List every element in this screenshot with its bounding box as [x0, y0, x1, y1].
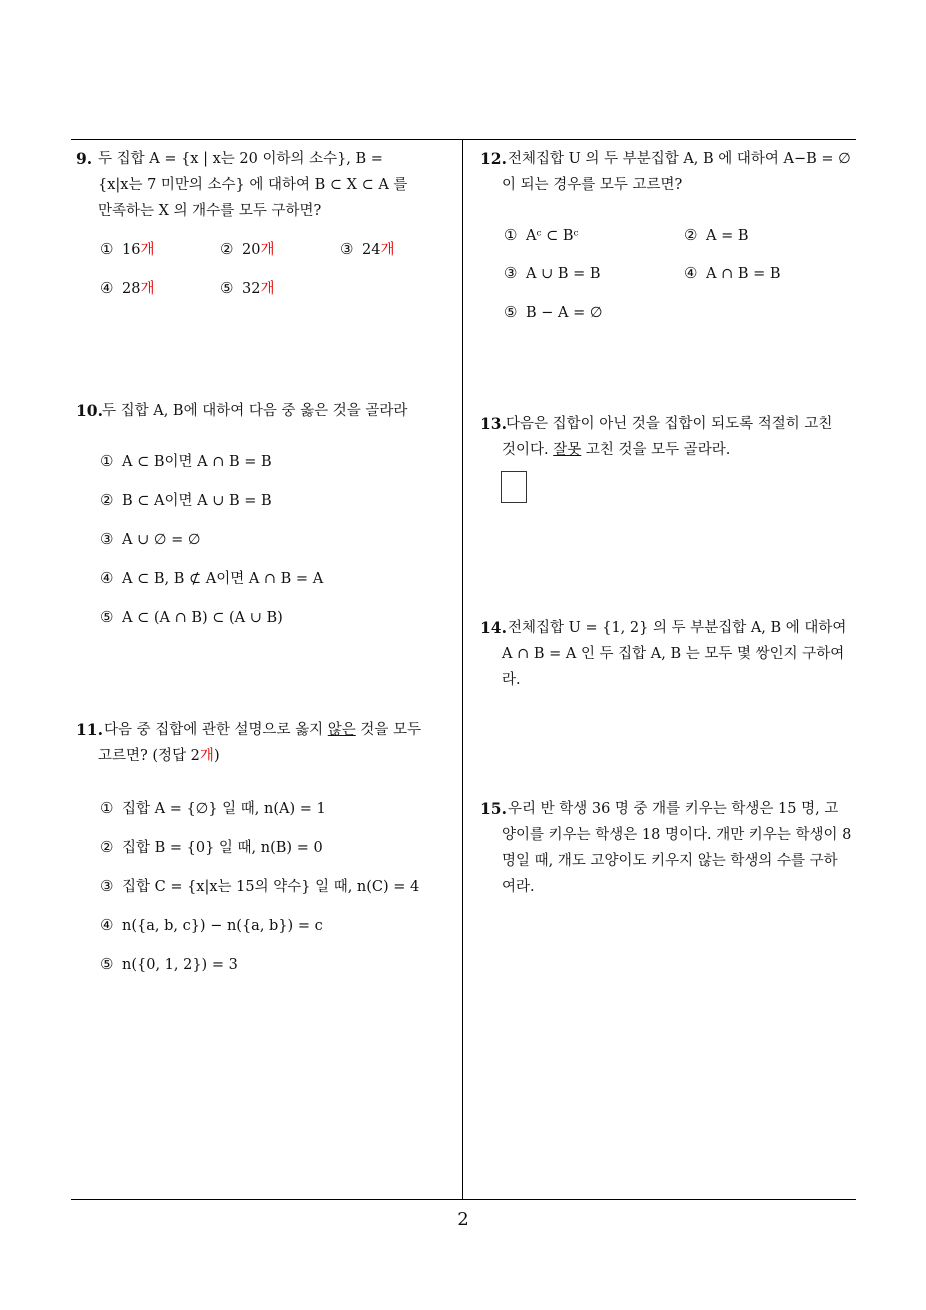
option-value: 20 — [242, 242, 261, 258]
option-2[interactable] — [100, 834, 323, 861]
question-text-line: 명일 때, 개도 고양이도 키우지 않는 학생의 수를 구하 — [502, 853, 838, 869]
option-marker: ③ — [340, 240, 354, 258]
question-text: 다음 중 집합에 관한 설명으로 옳지 — [104, 722, 328, 738]
option-value: 16 — [122, 242, 141, 258]
option-unit: 개 — [140, 281, 155, 297]
question-text-line — [98, 743, 456, 769]
question-text-line: 이 되는 경우를 모두 고르면? — [502, 177, 683, 193]
option-marker: ⑤ — [100, 608, 114, 626]
question-number: 9. — [76, 149, 93, 168]
option-text: A ⊂ (A ∩ B) ⊂ (A ∪ B) — [122, 610, 283, 626]
option-text: A ∪ B = B — [526, 266, 601, 282]
question-number: 12. — [480, 149, 507, 168]
question-text-line: 양이를 키우는 학생은 18 명이다. 개만 키우는 학생이 8 — [502, 827, 852, 843]
option-value: 24 — [362, 242, 381, 258]
question-text-line — [502, 437, 860, 463]
option-3[interactable] — [100, 873, 419, 900]
option-2[interactable] — [100, 487, 272, 514]
question-10 — [76, 398, 456, 636]
option-text: A ⊂ B이면 A ∩ B = B — [122, 454, 272, 470]
option-marker: ② — [100, 838, 114, 856]
option-text: A = B — [706, 228, 749, 244]
question-text-line — [98, 717, 456, 743]
option-4[interactable] — [100, 275, 154, 302]
option-4[interactable] — [100, 565, 323, 592]
question-14 — [480, 615, 860, 693]
underlined-word: 않은 — [327, 722, 356, 738]
option-unit: 개 — [380, 242, 395, 258]
question-text-line: {x|x는 7 미만의 소수} 에 대하여 B ⊂ X ⊂ A 를 — [98, 177, 408, 193]
option-1[interactable] — [100, 795, 326, 822]
option-text: A ∩ B = B — [706, 266, 781, 282]
question-text-line: 라. — [502, 672, 521, 688]
option-marker: ① — [100, 799, 114, 817]
option-4[interactable] — [684, 260, 781, 287]
question-text: 고르면? (정답 2 — [98, 748, 200, 764]
question-text-line: A ∩ B = A 인 두 집합 A, B 는 모두 몇 쌍인지 구하여 — [502, 646, 845, 662]
question-text-line: 두 집합 A, B에 대하여 다음 중 옳은 것을 골라라 — [102, 403, 408, 419]
question-number: 13. — [480, 414, 507, 433]
option-marker: ① — [100, 452, 114, 470]
option-5[interactable] — [100, 604, 283, 631]
question-text-line: 두 집합 A = {x | x는 20 이하의 소수}, B = — [98, 151, 383, 167]
option-2[interactable] — [220, 236, 274, 263]
option-value: 32 — [242, 281, 261, 297]
option-marker: ⑤ — [100, 955, 114, 973]
highlighted-word: 개 — [199, 748, 214, 764]
option-marker: ⑤ — [504, 303, 518, 321]
option-marker: ① — [100, 240, 114, 258]
question-text-line: 여라. — [502, 879, 535, 895]
question-text-line: 전체집합 U 의 두 부분집합 A, B 에 대하여 A−B = ∅ — [508, 151, 851, 167]
question-13 — [480, 411, 860, 463]
top-rule — [71, 139, 856, 140]
option-text: A ⊂ B, B ⊄ A이면 A ∩ B = A — [122, 571, 324, 587]
question-number: 15. — [480, 799, 507, 818]
option-marker: ④ — [684, 264, 698, 282]
option-marker: ② — [100, 491, 114, 509]
question-text-line: 전체집합 U = {1, 2} 의 두 부분집합 A, B 에 대하여 — [508, 620, 847, 636]
option-text: n({a, b, c}) − n({a, b}) = c — [122, 918, 323, 934]
option-text: 집합 B = {0} 일 때, n(B) = 0 — [122, 840, 323, 856]
option-marker: ② — [684, 226, 698, 244]
question-11 — [76, 717, 456, 981]
option-5[interactable] — [504, 299, 603, 326]
option-marker: ③ — [504, 264, 518, 282]
question-number: 10. — [76, 401, 103, 420]
option-unit: 개 — [260, 242, 275, 258]
bottom-rule — [71, 1199, 856, 1200]
option-3[interactable] — [100, 526, 200, 553]
option-marker: ⑤ — [220, 279, 234, 297]
page-number: 2 — [457, 1209, 469, 1230]
option-1[interactable] — [504, 222, 579, 249]
question-number: 11. — [76, 720, 103, 739]
question-text: ) — [213, 748, 220, 764]
question-15 — [480, 796, 860, 900]
column-divider — [462, 139, 463, 1199]
option-marker: ③ — [100, 530, 114, 548]
option-text: 집합 C = {x|x는 15의 약수} 일 때, n(C) = 4 — [122, 879, 420, 895]
question-text: 고친 것을 모두 골라라. — [581, 442, 731, 458]
option-text: Aᶜ ⊂ Bᶜ — [526, 228, 579, 244]
answer-box[interactable] — [501, 471, 527, 503]
question-number: 14. — [480, 618, 507, 637]
option-text: 집합 A = {∅} 일 때, n(A) = 1 — [122, 801, 326, 817]
option-marker: ② — [220, 240, 234, 258]
question-12 — [480, 146, 860, 330]
option-unit: 개 — [140, 242, 155, 258]
option-unit: 개 — [260, 281, 275, 297]
underlined-word: 잘못 — [553, 442, 582, 458]
question-text-line: 우리 반 학생 36 명 중 개를 키우는 학생은 15 명, 고 — [508, 801, 839, 817]
option-text: B − A = ∅ — [526, 305, 603, 321]
option-5[interactable] — [100, 951, 238, 978]
option-1[interactable] — [100, 236, 154, 263]
option-3[interactable] — [340, 236, 394, 263]
option-text: B ⊂ A이면 A ∪ B = B — [122, 493, 272, 509]
question-text-line: 다음은 집합이 아닌 것을 집합이 되도록 적절히 고친 — [506, 416, 833, 432]
question-text-line: 만족하는 X 의 개수를 모두 구하면? — [98, 203, 322, 219]
option-marker: ④ — [100, 569, 114, 587]
question-text: 것이다. — [502, 442, 554, 458]
option-marker: ③ — [100, 877, 114, 895]
option-value: 28 — [122, 281, 141, 297]
option-4[interactable] — [100, 912, 323, 939]
option-5[interactable] — [220, 275, 274, 302]
option-marker: ① — [504, 226, 518, 244]
option-marker: ④ — [100, 916, 114, 934]
option-3[interactable] — [504, 260, 601, 287]
option-1[interactable] — [100, 448, 272, 475]
option-text: n({0, 1, 2}) = 3 — [122, 957, 238, 973]
question-9 — [76, 146, 456, 316]
question-text: 것을 모두 — [355, 722, 422, 738]
option-text: A ∪ ∅ = ∅ — [122, 532, 201, 548]
option-2[interactable] — [684, 222, 749, 249]
option-marker: ④ — [100, 279, 114, 297]
